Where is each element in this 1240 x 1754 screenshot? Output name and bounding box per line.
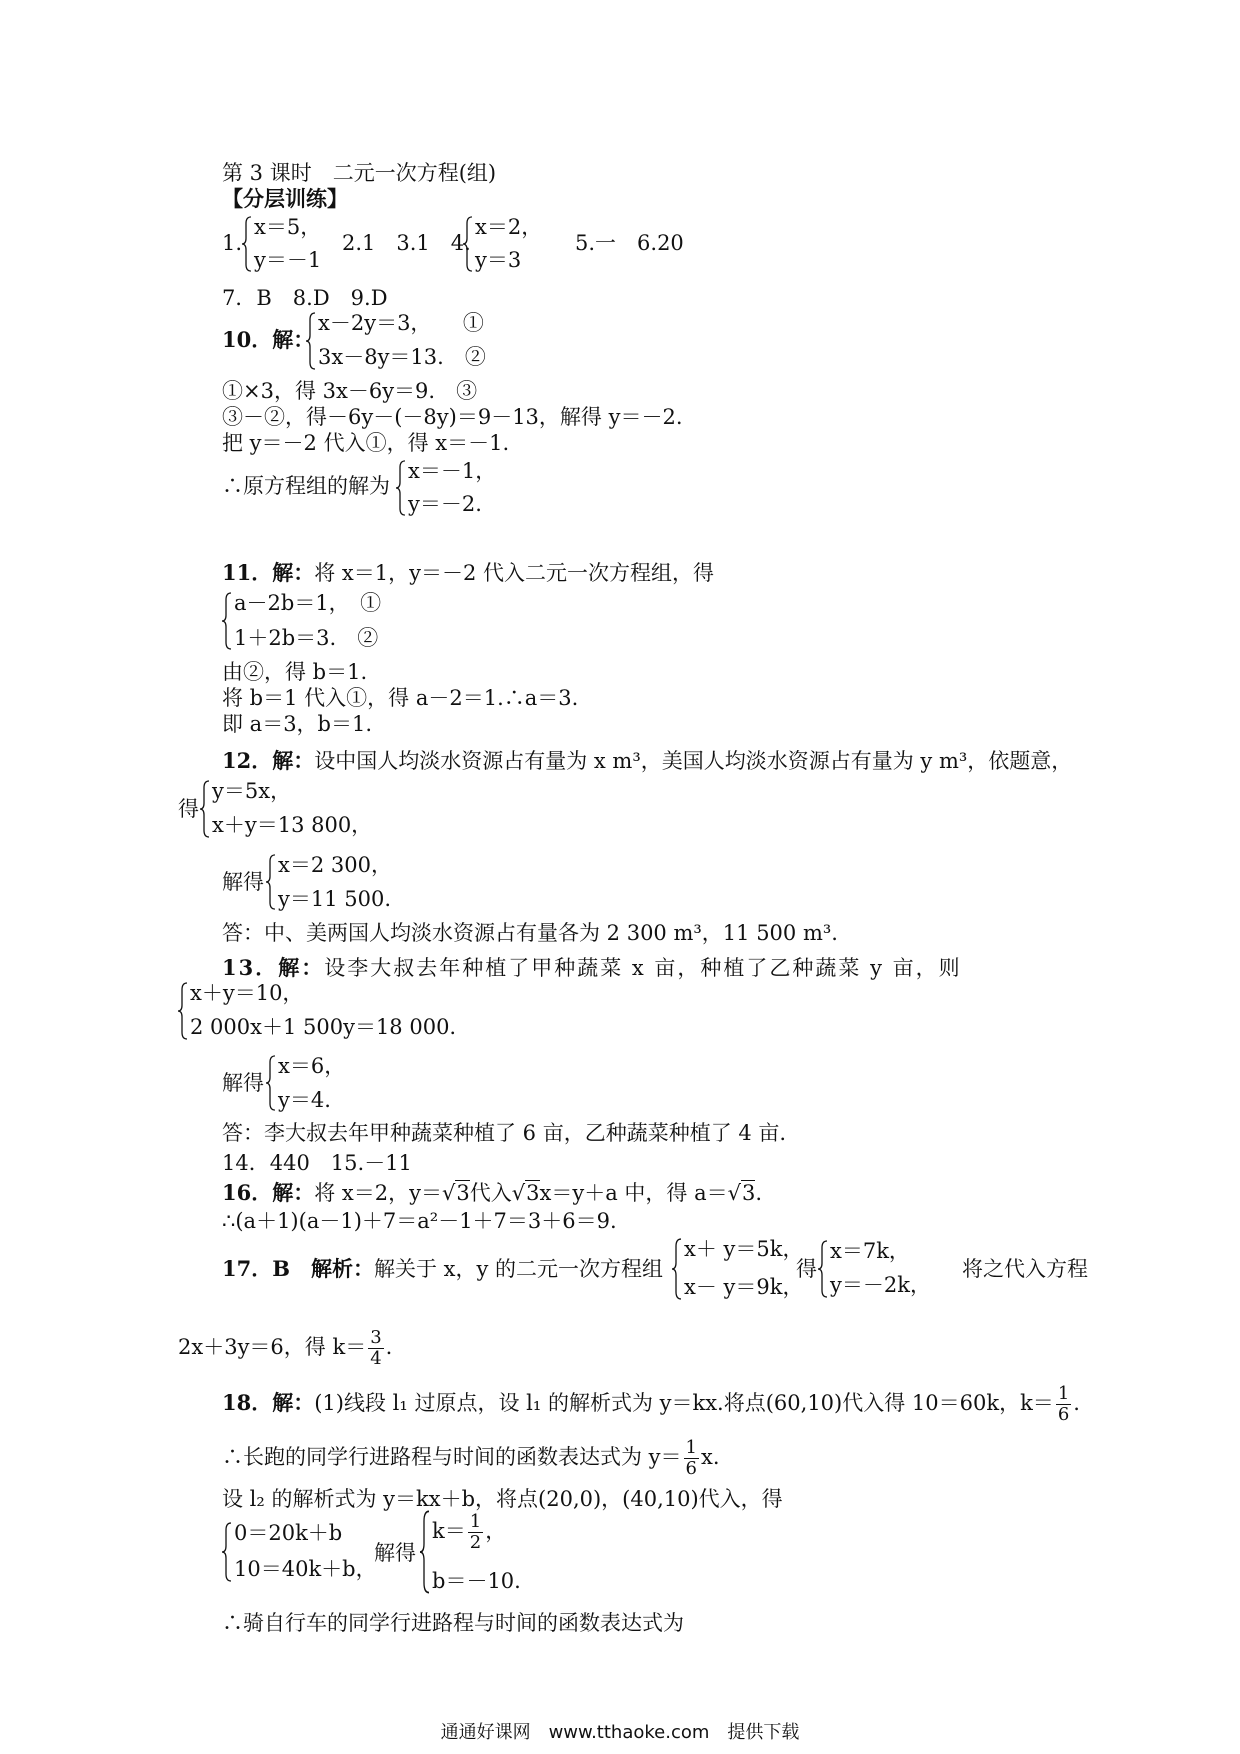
q13-jd: 解得 — [222, 1071, 264, 1095]
q10-system: x－2y＝3， ① 3x－8y＝13. ② — [306, 310, 506, 372]
q12-jd: 解得 — [222, 870, 264, 894]
q10-solution: x＝－1， y＝－2. — [396, 458, 516, 518]
q12-line: 12．解：设中国人均淡水资源占有量为 x m³，美国人均淡水资源占有量为 y m³，依题意， — [222, 748, 1073, 773]
q12-solution: x＝2 300， y＝11 500. — [266, 852, 426, 912]
q11-step-1: 由②，得 b＝1. — [222, 660, 368, 684]
q18-line-2: ∴长跑的同学行进路程与时间的函数表达式为 y＝ $\frac{1}{6}$ x. — [222, 1437, 720, 1479]
q10-step-2: ③－②，得－6y－(－8y)＝9－13，解得 y＝－2. — [222, 405, 683, 429]
q17-solution: x＝7k， y＝－2k， — [818, 1238, 938, 1300]
q13-solution: x＝6， y＝4. — [266, 1053, 386, 1113]
q7-answers: 7．B 8.D 9.D — [222, 286, 388, 310]
q1-num: 1. — [222, 231, 243, 255]
q10-head: 10．解： — [222, 327, 315, 352]
q18-system: 0＝20k＋b 10＝40k＋b， — [222, 1520, 382, 1584]
q17-de: 得 — [796, 1257, 817, 1281]
q12-system: y＝5x， x＋y＝13 800， — [200, 778, 400, 840]
page-title: 第 3 课时 二元一次方程(组) — [222, 161, 497, 185]
q18-line-4: ∴骑自行车的同学行进路程与时间的函数表达式为 — [222, 1611, 684, 1635]
q12-de: 得 — [178, 797, 199, 821]
q17-line: 17．B 解析：解关于 x，y 的二元一次方程组 — [222, 1256, 664, 1281]
q11-step-2: 将 b＝1 代入①，得 a－2＝1.∴a＝3. — [222, 686, 579, 710]
q17-system: x＋ y＝5k， x－ y＝9k， — [672, 1236, 792, 1302]
q16-line-1: 16．解：将 x＝2，y＝√3代入√3x＝y＋a 中，得 a＝√3. — [222, 1180, 763, 1205]
q13-line: 13．解：设李大叔去年种植了甲种蔬菜 x 亩，种植了乙种蔬菜 y 亩，则 — [222, 955, 962, 980]
q17-line-2: 2x＋3y＝6，得 k＝ $\frac{3}{4}$ . — [178, 1327, 393, 1369]
q13-system: x＋y＝10， 2 000x＋1 500y＝18 000. — [178, 980, 438, 1042]
q1-answers-tail: 5.一 6.20 — [575, 231, 684, 255]
q17-tail: 将之代入方程 — [962, 1257, 1088, 1281]
q11-step-3: 即 a＝3，b＝1. — [222, 712, 373, 736]
q14-answers: 14．440 15.－11 — [222, 1151, 412, 1175]
q18-line-3: 设 l₂ 的解析式为 y＝kx＋b，将点(20,0)，(40,10)代入，得 — [222, 1487, 783, 1511]
q18-jd: 解得 — [374, 1541, 416, 1565]
q10-step-1: ①×3，得 3x－6y＝9. ③ — [222, 379, 478, 403]
section-heading: 【分层训练】 — [222, 186, 348, 211]
q16-line-2: ∴(a＋1)(a－1)＋7＝a²－1＋7＝3＋6＝9. — [222, 1209, 617, 1233]
page-footer: 通通好课网 www.tthaoke.com 提供下载 — [440, 1722, 800, 1743]
q18-solution: k＝ $\frac{1}{2}$ ， b＝－10. — [420, 1508, 560, 1596]
q13-answer: 答：李大叔去年甲种蔬菜种植了 6 亩，乙种蔬菜种植了 4 亩. — [222, 1121, 787, 1145]
q10-conclusion: ∴原方程组的解为 — [222, 474, 390, 498]
q11-system: a－2b＝1， ① 1＋2b＝3. ② — [222, 590, 422, 652]
q1-system-2: x＝2， y＝3 — [463, 214, 533, 274]
q1-system-1: x＝5， y＝－1 — [242, 214, 312, 274]
q10-step-3: 把 y＝－2 代入①，得 x＝－1. — [222, 431, 510, 455]
q12-answer: 答：中、美两国人均淡水资源占有量各为 2 300 m³，11 500 m³. — [222, 921, 838, 945]
q11-line: 11．解：将 x＝1，y＝－2 代入二元一次方程组，得 — [222, 560, 715, 585]
q18-line-1: 18．解：(1)线段 l₁ 过原点，设 l₁ 的解析式为 y＝kx.将点(60,10)代入得 10＝60k，k＝ $\frac{1}{6}$ . — [222, 1383, 1080, 1425]
q1-answers-mid: 2.1 3.1 4. — [342, 231, 471, 255]
